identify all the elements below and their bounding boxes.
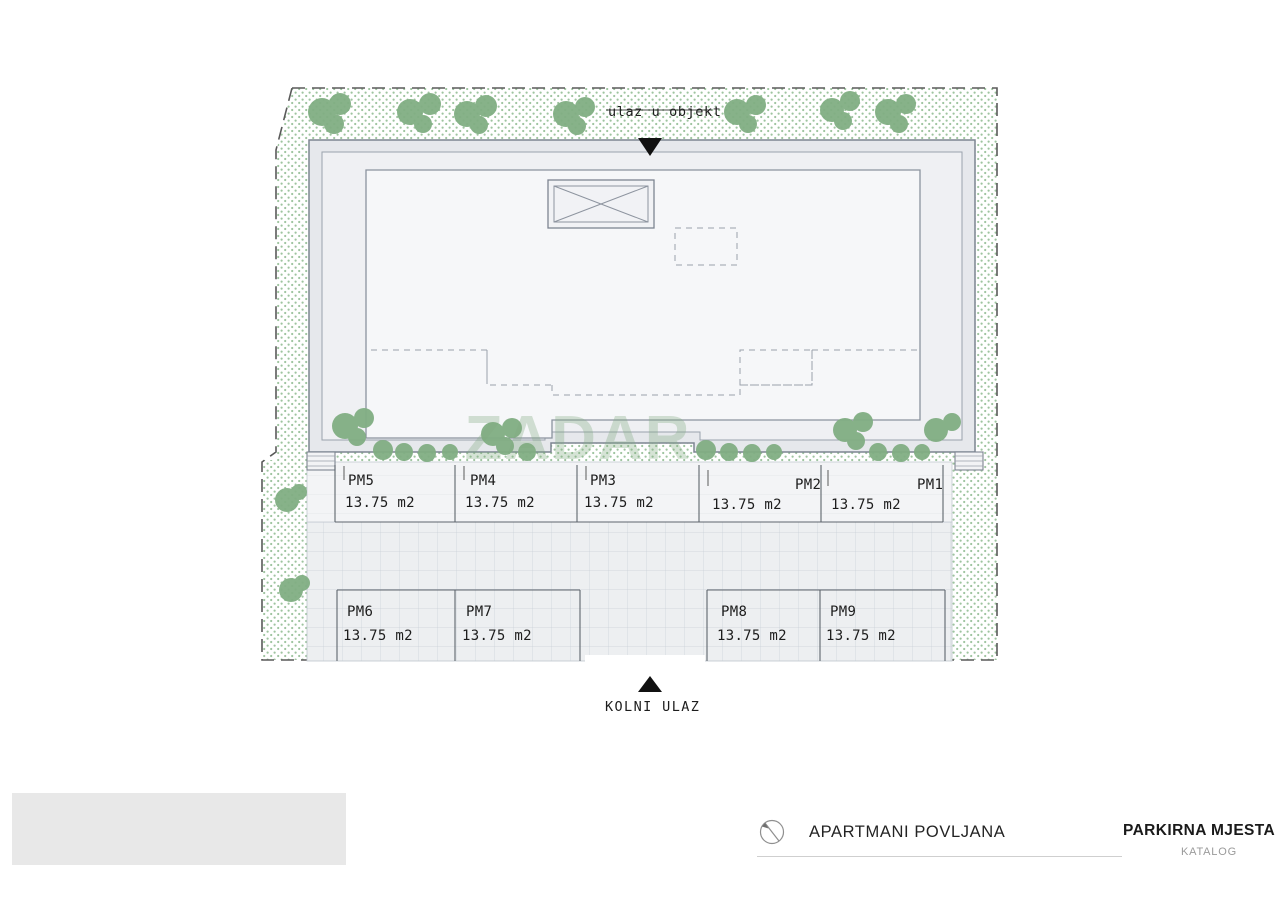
label-building-entrance: ulaz u objekt [608, 104, 722, 120]
parking-area-pm6: 13.75 m2 [343, 628, 413, 644]
parking-area-pm9: 13.75 m2 [826, 628, 896, 644]
parking-label-pm2: PM2 [795, 477, 822, 493]
footer-title-block [757, 812, 1276, 872]
gate-left [307, 452, 335, 470]
paving-upper-strip [307, 462, 952, 522]
parking-label-pm8: PM8 [721, 604, 748, 620]
vehicle-entrance-arrow [638, 676, 662, 692]
parking-area-pm2: 13.75 m2 [712, 497, 782, 513]
sheet-subtitle: KATALOG [1181, 846, 1237, 858]
stair-core [548, 180, 654, 228]
footer-divider [757, 856, 1122, 857]
parking-label-pm4: PM4 [470, 473, 497, 489]
compass-icon [757, 816, 787, 846]
gate-right [955, 452, 983, 470]
label-vehicle-entrance: KOLNI ULAZ [605, 699, 701, 715]
parking-label-pm3: PM3 [590, 473, 617, 489]
footer-color-block [12, 793, 346, 865]
parking-label-pm1: PM1 [917, 477, 944, 493]
project-title: APARTMANI POVLJANA [809, 823, 1006, 841]
parking-area-pm4: 13.75 m2 [465, 495, 535, 511]
parking-label-pm5: PM5 [348, 473, 375, 489]
vehicle-entry-gap [585, 655, 705, 665]
parking-area-pm3: 13.75 m2 [584, 495, 654, 511]
parking-area-pm1: 13.75 m2 [831, 497, 901, 513]
watermark: ZADAR [464, 403, 692, 473]
parking-area-pm5: 13.75 m2 [345, 495, 415, 511]
parking-area-pm7: 13.75 m2 [462, 628, 532, 644]
sheet-name: PARKIRNA MJESTA [1123, 822, 1276, 839]
parking-label-pm6: PM6 [347, 604, 374, 620]
parking-label-pm7: PM7 [466, 604, 493, 620]
parking-area-pm8: 13.75 m2 [717, 628, 787, 644]
parking-label-pm9: PM9 [830, 604, 857, 620]
